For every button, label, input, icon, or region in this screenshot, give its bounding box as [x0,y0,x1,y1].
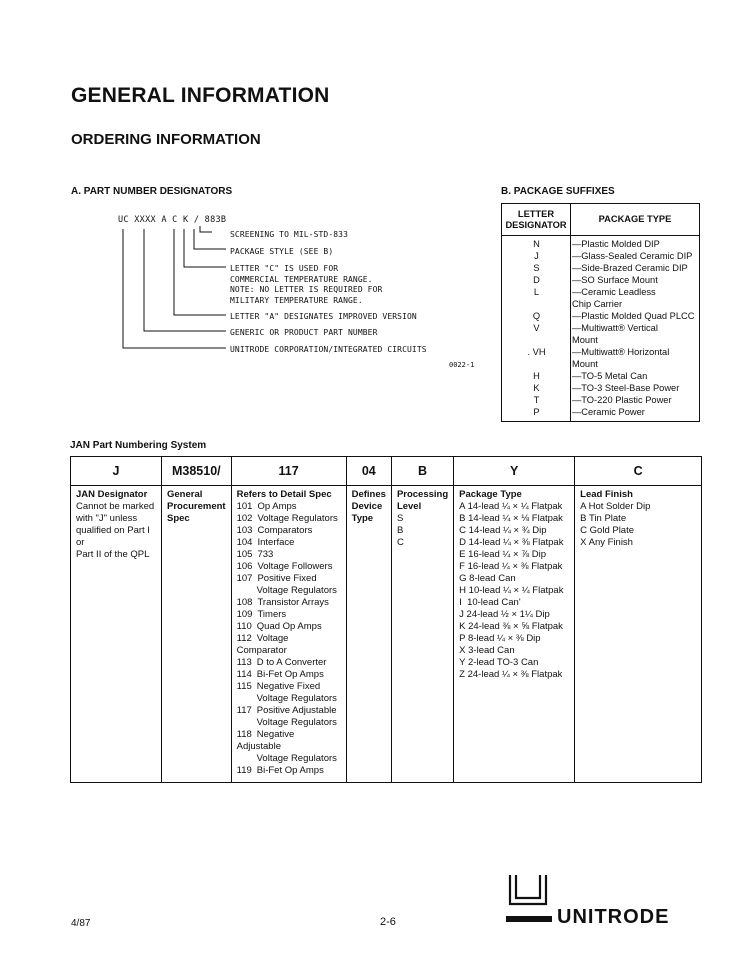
package-type-item: P 8-lead ¼ × ⅜ Dip [459,633,541,644]
package-type: —Glass-Sealed Ceramic DIP [571,250,700,262]
detail-spec-label: Negative Adjustable [236,729,295,752]
detail-spec-code: 105 [236,549,253,560]
detail-spec-code: 103 [236,525,253,536]
detail-spec-label: Timers [257,609,287,620]
package-suffix-row [502,286,700,310]
package-letter: J [502,250,571,262]
detail-spec-label: Interface [257,537,295,548]
package-letter: . VH [502,346,571,370]
detail-spec-list [237,501,341,777]
detail-spec-label: Bi-Fet Op Amps [256,765,324,776]
package-suffix-row [502,346,700,370]
package-suffix-row [502,262,700,274]
detail-spec-continuation: Voltage Regulators [256,693,337,704]
package-suffix-row [502,382,700,394]
detail-spec-item [237,525,341,537]
detail-spec-code: 102 [236,513,253,524]
leader-letter-c [184,229,226,267]
lead-finish-item: X Any Finish [580,537,633,548]
detail-spec-code: 109 [236,609,253,620]
detail-spec-label: Negative Fixed [256,681,321,692]
detail-spec-label: Bi-Fet Op Amps [256,669,324,680]
processing-title: Processing Level [396,489,449,512]
lead-finish-item: A Hot Solder Dip [580,501,651,512]
package-type-item: F 16-lead ¼ × ⅜ Flatpak [459,561,563,572]
package-suffix-row [502,274,700,286]
package-suffix-row [502,310,700,322]
detail-spec-cell [231,486,346,783]
detail-spec-item [237,765,341,777]
processing-level-item: S [396,513,404,524]
detail-spec-code: 106 [236,561,253,572]
detail-spec-label: Voltage Followers [257,561,333,572]
package-suffix-table [501,203,700,422]
package-letter: Q [502,310,571,322]
detail-spec-item [237,633,341,657]
package-suffix-row [502,322,700,346]
package-type-item: Z 24-lead ¼ × ⅜ Flatpak [459,669,563,680]
device-type-cell [346,486,391,783]
brand-name: UNITRODE [557,906,670,928]
detail-spec-code: 104 [236,537,253,548]
package-suffix-row [502,394,700,406]
package-type: —Plastic Molded DIP [571,236,700,251]
detail-spec-code: 107 [236,573,253,584]
detail-spec-code: 108 [236,597,253,608]
lead-finish-cell [575,486,702,783]
detail-spec-item [237,501,341,513]
unitrode-logo-icon [506,874,556,924]
leader-letter-a [174,229,226,315]
col-type-header: PACKAGE TYPE [571,204,700,236]
package-type-item: E 16-lead ¼ × ⅞ Dip [459,549,547,560]
detail-spec-item [237,609,341,621]
col-letter-header: LETTER DESIGNATOR [502,204,571,236]
lead-finish-item: C Gold Plate [580,525,635,536]
package-type-item: K 24-lead ⅜ × ⅝ Flatpak [459,621,563,632]
package-suffix-row [502,250,700,262]
detail-spec-title: Refers to Detail Spec [236,489,332,500]
package-type-item: Y 2-lead TO-3 Can [459,657,539,668]
package-type: —SO Surface Mount [571,274,700,286]
detail-spec-item [237,537,341,549]
package-type-item: X 3-lead Can [459,645,515,656]
detail-spec-item [237,729,341,753]
detail-spec-label: Positive Adjustable [256,705,337,716]
lead-finish-title: Lead Finish [580,489,633,500]
detail-spec-item [237,669,341,681]
detail-spec-label: Transistor Arrays [257,597,329,608]
package-type-cell [454,486,575,783]
procurement-title: General Procurement Spec [167,489,226,524]
package-suffix-row [502,406,700,422]
procurement-cell [162,486,232,783]
package-type: —TO-3 Steel-Base Power [571,382,700,394]
page-title: GENERAL INFORMATION [71,84,330,107]
jan-header-processing: B [391,457,453,486]
processing-level-item: C [396,537,404,548]
package-type-item: J 24-lead ½ × 1¼ Dip [459,609,550,620]
package-letter: T [502,394,571,406]
detail-spec-label: Voltage Regulators [257,513,338,524]
figure-reference: 0022-1 [449,361,475,369]
part-number-code: UC XXXX A C K / 883B [118,215,227,225]
detail-spec-continuation: Voltage Regulators [256,717,337,728]
package-type-title: Package Type [459,489,522,500]
processing-cell [391,486,453,783]
label-letter-c: LETTER "C" IS USED FOR COMMERCIAL TEMPERATURE RANGE. NOTE: NO LETTER IS REQUIRED FOR MILITARY TEMPERATURE RANGE. [230,264,383,305]
processing-level-item: B [396,525,404,536]
detail-spec-continuation: Voltage Regulators [256,753,337,764]
package-type-item: B 14-lead ¼ × ⅛ Flatpak [459,513,563,524]
package-letter: N [502,236,571,251]
detail-spec-item [237,621,341,633]
label-package-style: PACKAGE STYLE (SEE B) [230,247,334,256]
package-type: —Side-Brazed Ceramic DIP [571,262,700,274]
package-suffix-row [502,370,700,382]
label-generic-number: GENERIC OR PRODUCT PART NUMBER [230,328,378,337]
detail-spec-label: Voltage Comparator [236,633,289,656]
package-type-item: C 14-lead ¼ × ¾ Dip [459,525,547,536]
detail-spec-label: Positive Fixed [257,573,317,584]
detail-spec-item [237,561,341,573]
lead-finish-list [580,501,696,549]
detail-spec-code: 110 [236,621,252,632]
leader-generic [144,229,226,331]
package-type-list [459,501,569,681]
jan-designator-title: JAN Designator [76,489,148,500]
detail-spec-label: Quad Op Amps [256,621,322,632]
jan-header-spec: M38510/ [162,457,232,486]
jan-designator-text: Cannot be marked with "J" unless qualified on Part I or Part II of the QPL [76,501,155,560]
detail-spec-code: 114 [236,669,252,680]
detail-spec-code: 112 [236,633,252,644]
jan-header-finish: C [575,457,702,486]
package-type: —TO-5 Metal Can [571,370,700,382]
package-type-item: A 14-lead ¼ × ¼ Flatpak [459,501,563,512]
package-letter: P [502,406,571,422]
detail-spec-code: 115 [236,681,252,692]
processing-list [397,513,448,549]
package-type: —Multiwatt® Vertical Mount [571,322,700,346]
detail-spec-item [237,573,341,585]
package-suffix-row [502,236,700,251]
detail-spec-continuation: Voltage Regulators [256,585,337,596]
jan-header-device: 04 [346,457,391,486]
detail-spec-item [237,513,341,525]
package-type-item: H 10-lead ¼ × ¼ Flatpak [459,585,564,596]
package-type-item: G 8-lead Can [459,573,516,584]
detail-spec-code: 118 [236,729,252,740]
package-letter: V [502,322,571,346]
section-subtitle: ORDERING INFORMATION [71,131,261,148]
detail-spec-item [237,705,341,717]
jan-header-j: J [71,457,162,486]
package-type: —TO-220 Plastic Power [571,394,700,406]
package-type: —Ceramic Power [571,406,700,422]
detail-spec-item [237,681,341,693]
package-suffix-heading: B. PACKAGE SUFFIXES [501,186,615,197]
detail-spec-code: 101 [236,501,253,512]
leader-screening [200,226,212,232]
label-letter-a: LETTER "A" DESIGNATES IMPROVED VERSION [230,312,417,321]
detail-spec-item [237,657,341,669]
jan-header-package: Y [454,457,575,486]
package-letter: L [502,286,571,310]
detail-spec-item [237,549,341,561]
package-letter: D [502,274,571,286]
footer-page-number: 2-6 [380,916,396,928]
package-type-item: I 10-lead Can' [459,597,521,608]
jan-heading: JAN Part Numbering System [70,440,207,451]
detail-spec-item [237,597,341,609]
package-letter: K [502,382,571,394]
label-screening: SCREENING TO MIL-STD-833 [230,230,348,239]
detail-spec-code: 119 [236,765,252,776]
device-type-title: Defines Device Type [351,489,386,524]
jan-header-detail: 117 [231,457,346,486]
package-type: —Ceramic Leadless Chip Carrier [571,286,700,310]
package-type-item: D 14-lead ¼ × ⅜ Flatpak [459,537,564,548]
detail-spec-label: D to A Converter [256,657,327,668]
detail-spec-label: 733 [257,549,274,560]
detail-spec-label: Comparators [257,525,313,536]
package-letter: S [502,262,571,274]
footer-date: 4/87 [71,918,91,929]
part-number-heading: A. PART NUMBER DESIGNATORS [71,186,233,197]
jan-designator-cell [71,486,162,783]
package-letter: H [502,370,571,382]
package-type: —Multiwatt® Horizontal Mount [571,346,700,370]
lead-finish-item: B Tin Plate [580,513,627,524]
label-unitrode: UNITRODE CORPORATION/INTEGRATED CIRCUITS [230,345,427,354]
jan-table [70,456,702,783]
detail-spec-code: 117 [236,705,252,716]
package-type: —Plastic Molded Quad PLCC [571,310,700,322]
detail-spec-code: 113 [236,657,252,668]
detail-spec-label: Op Amps [257,501,297,512]
